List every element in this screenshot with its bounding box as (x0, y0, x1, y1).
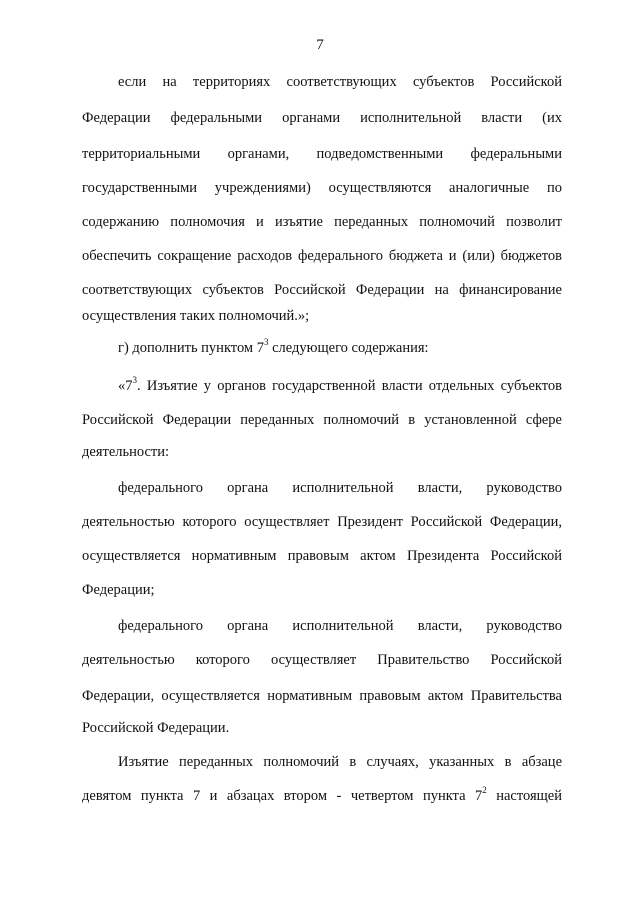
text-line: обеспечить сокращение расходов федерального бюджета и (или) бюджетов (82, 248, 562, 264)
page-number: 7 (316, 37, 324, 53)
text-line: Российской Федерации переданных полномочий в установленной сфере (82, 412, 562, 428)
text-line: осуществляется нормативным правовым актом Президента Российской (82, 548, 562, 564)
text-line: г) дополнить пунктом $7^3$ следующего содержания: (118, 337, 429, 356)
text-line: территориальными органами, подведомственными федеральными (82, 146, 562, 162)
text-line: государственными учреждениями) осуществляются аналогичные по (82, 180, 562, 196)
text-line: «$7^3$. Изъятие у органов государственной власти отдельных субъектов (118, 375, 562, 394)
text-line: соответствующих субъектов Российской Федерации на финансирование (82, 282, 562, 298)
text-line: деятельностью которого осуществляет Правительство Российской (82, 652, 562, 668)
text-line: Федерации федеральными органами исполнительной власти (их (82, 110, 562, 126)
text-line: содержанию полномочия и изъятие переданных полномочий позволит (82, 214, 562, 230)
text-line: Изъятие переданных полномочий в случаях, указанных в абзаце (118, 754, 562, 770)
text-line: девятом пункта 7 и абзацах втором - четвертом пункта $7^2$ настоящей (82, 785, 562, 804)
text-line: Федерации, осуществляется нормативным правовым актом Правительства (82, 688, 562, 704)
text-line: деятельности: (82, 444, 170, 460)
text-line: если на территориях соответствующих субъектов Российской (118, 74, 562, 90)
text-line: осуществления таких полномочий.»; (82, 308, 310, 324)
text-line: федерального органа исполнительной власти, руководство (118, 618, 562, 634)
text-line: деятельностью которого осуществляет Президент Российской Федерации, (82, 514, 562, 530)
text-line: Российской Федерации. (82, 720, 230, 736)
text-line: Федерации; (82, 582, 155, 598)
text-line: федерального органа исполнительной власти, руководство (118, 480, 562, 496)
